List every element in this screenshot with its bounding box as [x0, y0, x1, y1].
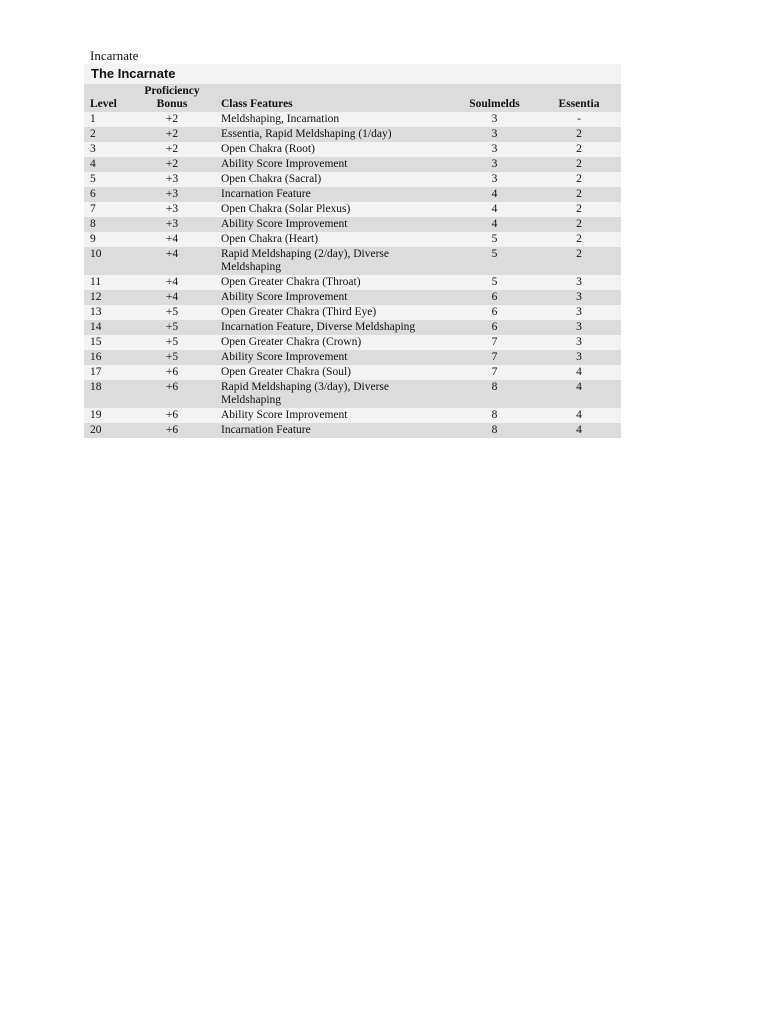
- table-row: [84, 350, 621, 365]
- table-row: [84, 112, 621, 127]
- cell-soulmelds: 3: [491, 128, 498, 140]
- table-row: [84, 275, 621, 290]
- cell-soulmelds: 6: [491, 306, 498, 318]
- cell-class-features: Ability Score Improvement: [221, 351, 348, 363]
- cell-soulmelds: 3: [491, 113, 498, 125]
- cell-class-features: Open Chakra (Sacral): [221, 173, 322, 185]
- table-row: [84, 172, 621, 187]
- cell-proficiency-bonus: +3: [165, 173, 179, 185]
- cell-soulmelds: 4: [491, 218, 498, 230]
- cell-level: 12: [90, 291, 102, 303]
- cell-level: 13: [90, 306, 102, 318]
- cell-essentia: 4: [576, 366, 582, 378]
- cell-proficiency-bonus: +5: [165, 306, 179, 318]
- cell-soulmelds: 8: [491, 424, 498, 436]
- cell-level: 15: [90, 336, 102, 348]
- cell-proficiency-bonus: +3: [165, 218, 179, 230]
- cell-class-features: Essentia, Rapid Meldshaping (1/day): [221, 128, 392, 140]
- cell-level: 6: [90, 188, 96, 200]
- cell-level: 3: [90, 143, 96, 155]
- cell-class-features: Rapid Meldshaping (2/day), Diverse Meldshaping: [221, 248, 389, 273]
- cell-level: 16: [90, 351, 102, 363]
- cell-essentia: 2: [576, 203, 582, 215]
- cell-level: 1: [90, 113, 96, 125]
- cell-essentia: 2: [576, 158, 582, 170]
- cell-essentia: 2: [576, 248, 582, 260]
- cell-class-features: Open Greater Chakra (Crown): [221, 336, 362, 348]
- header-proficiency-bonus: Proficiency Bonus: [144, 85, 200, 110]
- cell-essentia: 3: [576, 321, 582, 333]
- cell-class-features: Open Greater Chakra (Soul): [221, 366, 351, 378]
- cell-essentia: 3: [576, 291, 582, 303]
- cell-soulmelds: 6: [491, 321, 498, 333]
- cell-level: 18: [90, 381, 102, 393]
- table-row: [84, 202, 621, 217]
- header-essentia: Essentia: [558, 98, 600, 110]
- cell-soulmelds: 4: [491, 203, 498, 215]
- table-row: [84, 217, 621, 232]
- cell-class-features: Incarnation Feature: [221, 424, 311, 436]
- cell-essentia: 3: [576, 336, 582, 348]
- cell-soulmelds: 6: [491, 291, 498, 303]
- cell-soulmelds: 7: [491, 351, 498, 363]
- cell-essentia: 3: [576, 276, 582, 288]
- cell-class-features: Ability Score Improvement: [221, 158, 348, 170]
- header-soulmelds: Soulmelds: [469, 98, 520, 110]
- cell-class-features: Ability Score Improvement: [221, 218, 348, 230]
- cell-level: 20: [90, 424, 102, 436]
- cell-class-features: Open Chakra (Heart): [221, 233, 319, 245]
- cell-class-features: Rapid Meldshaping (3/day), Diverse Meldshaping: [221, 381, 389, 406]
- cell-level: 8: [90, 218, 96, 230]
- cell-level: 10: [90, 248, 102, 260]
- cell-essentia: 4: [576, 381, 582, 393]
- cell-essentia: -: [577, 113, 581, 125]
- cell-essentia: 3: [576, 306, 582, 318]
- cell-essentia: 2: [576, 188, 582, 200]
- cell-essentia: 2: [576, 233, 582, 245]
- table-row: [84, 320, 621, 335]
- cell-class-features: Open Greater Chakra (Third Eye): [221, 306, 377, 318]
- cell-proficiency-bonus: +4: [165, 233, 179, 245]
- cell-class-features: Open Greater Chakra (Throat): [221, 276, 361, 288]
- cell-level: 2: [90, 128, 96, 140]
- cell-soulmelds: 3: [491, 158, 498, 170]
- cell-level: 14: [90, 321, 102, 333]
- cell-proficiency-bonus: +2: [165, 158, 179, 170]
- cell-class-features: Open Chakra (Root): [221, 143, 315, 155]
- cell-soulmelds: 5: [491, 233, 498, 245]
- table-row: [84, 142, 621, 157]
- table-row: [84, 290, 621, 305]
- table-body: [84, 112, 621, 438]
- cell-soulmelds: 8: [491, 409, 498, 421]
- cell-level: 19: [90, 409, 102, 421]
- table-header-row: [84, 84, 621, 112]
- table-row: [84, 365, 621, 380]
- cell-proficiency-bonus: +4: [165, 291, 179, 303]
- cell-proficiency-bonus: +6: [165, 381, 179, 393]
- cell-level: 7: [90, 203, 96, 215]
- cell-class-features: Ability Score Improvement: [221, 291, 348, 303]
- table-row: [84, 187, 621, 202]
- cell-proficiency-bonus: +5: [165, 351, 179, 363]
- table-row: [84, 380, 621, 408]
- table-title: The Incarnate: [84, 64, 621, 84]
- cell-essentia: 2: [576, 173, 582, 185]
- table-row: [84, 232, 621, 247]
- cell-soulmelds: 8: [491, 381, 498, 393]
- cell-soulmelds: 4: [491, 188, 498, 200]
- table-row: [84, 247, 621, 275]
- cell-essentia: 2: [576, 128, 582, 140]
- cell-class-features: Incarnation Feature, Diverse Meldshaping: [221, 321, 416, 333]
- cell-level: 11: [90, 276, 102, 288]
- cell-proficiency-bonus: +6: [165, 409, 179, 421]
- cell-class-features: Meldshaping, Incarnation: [221, 113, 340, 125]
- document-label: Incarnate: [90, 48, 139, 63]
- cell-proficiency-bonus: +2: [165, 128, 179, 140]
- cell-class-features: Ability Score Improvement: [221, 409, 348, 421]
- cell-essentia: 2: [576, 143, 582, 155]
- cell-proficiency-bonus: +5: [165, 321, 179, 333]
- table-row: [84, 408, 621, 423]
- cell-level: 5: [90, 173, 96, 185]
- cell-class-features: Incarnation Feature: [221, 188, 311, 200]
- cell-proficiency-bonus: +4: [165, 248, 179, 260]
- cell-proficiency-bonus: +3: [165, 188, 179, 200]
- cell-soulmelds: 7: [491, 336, 498, 348]
- cell-soulmelds: 3: [491, 143, 498, 155]
- header-class-features: Class Features: [221, 98, 293, 110]
- cell-essentia: 4: [576, 409, 582, 421]
- header-level: Level: [90, 98, 117, 110]
- table-row: [84, 305, 621, 320]
- cell-level: 4: [90, 158, 96, 170]
- cell-class-features: Open Chakra (Solar Plexus): [221, 203, 351, 215]
- cell-proficiency-bonus: +6: [165, 424, 179, 436]
- cell-proficiency-bonus: +5: [165, 336, 179, 348]
- cell-level: 17: [90, 366, 102, 378]
- cell-proficiency-bonus: +2: [165, 113, 179, 125]
- table-row: [84, 127, 621, 142]
- table-row: [84, 157, 621, 172]
- cell-soulmelds: 3: [491, 173, 498, 185]
- class-progression-table: [84, 84, 621, 438]
- cell-proficiency-bonus: +6: [165, 366, 179, 378]
- cell-proficiency-bonus: +4: [165, 276, 179, 288]
- table-row: [84, 335, 621, 350]
- cell-proficiency-bonus: +3: [165, 203, 179, 215]
- cell-essentia: 2: [576, 218, 582, 230]
- cell-soulmelds: 5: [491, 248, 498, 260]
- class-table: [84, 64, 621, 438]
- cell-essentia: 3: [576, 351, 582, 363]
- cell-essentia: 4: [576, 424, 582, 436]
- cell-soulmelds: 5: [491, 276, 498, 288]
- table-row: [84, 423, 621, 438]
- cell-proficiency-bonus: +2: [165, 143, 179, 155]
- cell-level: 9: [90, 233, 96, 245]
- cell-soulmelds: 7: [491, 366, 498, 378]
